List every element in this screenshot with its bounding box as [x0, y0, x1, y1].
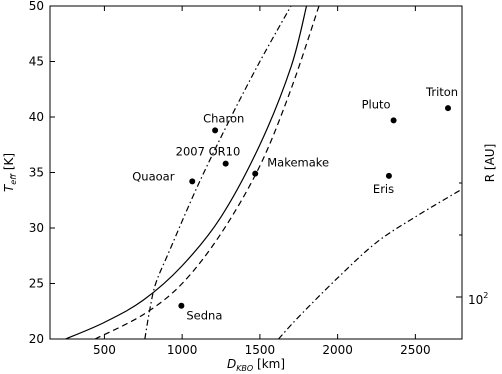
curves-layer	[66, 6, 462, 339]
point-pluto	[391, 117, 397, 123]
point-label-charon: Charon	[203, 111, 245, 126]
point-quaoar	[189, 178, 195, 184]
x-tick-label: 500	[92, 343, 116, 357]
y-tick-label: 30	[28, 221, 44, 235]
ticks-layer	[29, 0, 462, 357]
curve-dashdot-3	[279, 189, 462, 339]
x-tick-label: 2000	[322, 343, 353, 357]
y-tick-label: 20	[28, 332, 44, 346]
point-charon	[212, 127, 218, 133]
point-makemake	[252, 171, 258, 177]
y-tick-label: 45	[28, 54, 44, 69]
curve-solid-0	[66, 6, 307, 339]
x-tick-label: 2500	[400, 343, 431, 357]
y-axis-label: $T_{eff}$ [K]	[2, 152, 18, 193]
point-label-makemake: Makemake	[267, 155, 330, 170]
point-sedna	[178, 303, 184, 309]
y-tick-label: 40	[28, 110, 44, 124]
point-label-quaoar: Quaoar	[132, 169, 175, 184]
point-triton	[445, 105, 451, 111]
y-tick-label: 35	[28, 165, 44, 180]
y-tick-label: 50	[28, 0, 44, 13]
x-tick-label: 1500	[244, 343, 276, 357]
right-axis-label: R [AU]	[483, 143, 497, 183]
point-2007-or10	[223, 161, 229, 167]
point-label-2007-or10: 2007 OR10	[175, 144, 241, 159]
point-label-pluto: Pluto	[361, 97, 391, 112]
point-label-triton: Triton	[426, 85, 459, 100]
x-axis-label: $D_{KBO}$ [km]	[226, 357, 286, 373]
curve-dashed-1	[95, 6, 319, 339]
y-tick-label: 25	[28, 276, 44, 291]
points-layer	[132, 85, 458, 323]
point-eris	[386, 173, 392, 179]
point-label-sedna: Sedna	[186, 308, 223, 323]
right-axis-tick-label: $10^2$	[468, 291, 489, 307]
x-tick-label: 1000	[166, 343, 198, 357]
point-label-eris: Eris	[372, 181, 395, 196]
